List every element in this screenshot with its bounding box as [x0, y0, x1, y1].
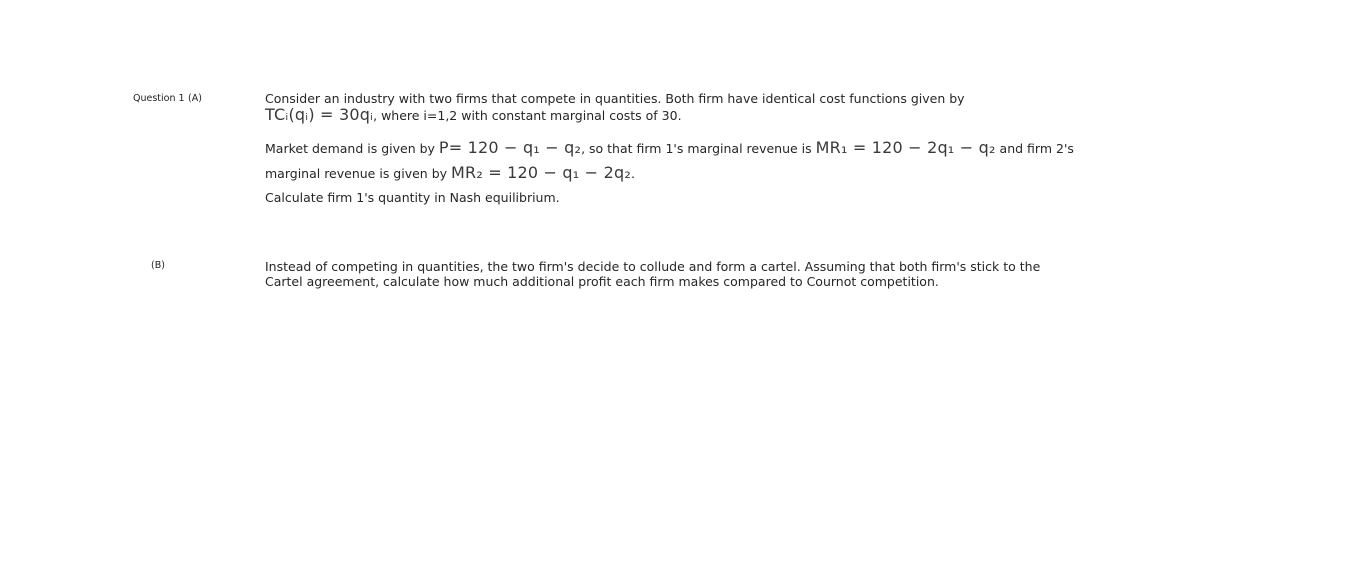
intro-line-2: [265, 107, 965, 124]
cost-function-equation: TCᵢ(qᵢ) = 30qᵢ: [265, 105, 374, 124]
demand-line-1: [265, 136, 1074, 161]
demand-equation: P= 120 − q₁ − q₂: [438, 138, 582, 157]
demand-line-2: [265, 161, 1074, 186]
part-a-demand: [265, 136, 1074, 186]
part-b-line-2: Cartel agreement, calculate how much additional profit each firm makes compared to Cournot competition.: [265, 274, 939, 289]
demand-tail-text: and firm 2's: [995, 141, 1074, 156]
part-a-question: Calculate firm 1's quantity in Nash equilibrium.: [265, 190, 560, 205]
question-number: Question 1: [133, 93, 185, 104]
cost-function-tail: , where i=1,2 with constant marginal costs of 30.: [373, 108, 682, 123]
part-b-line-1: Instead of competing in quantities, the two firm's decide to collude and form a cartel. Assuming that both firm's stick to the: [265, 259, 1041, 274]
mr1-equation: MR₁ = 120 − 2q₁ − q₂: [815, 138, 996, 157]
mr2-prefix: marginal revenue is given by: [265, 166, 451, 181]
part-b-label: (B): [151, 260, 165, 271]
part-a-label: (A): [188, 93, 202, 104]
mr2-equation: MR₂ = 120 − q₁ − 2q₂: [451, 163, 631, 182]
demand-prefix: Market demand is given by: [265, 141, 439, 156]
part-a-intro: [265, 91, 965, 124]
intro-line-1: Consider an industry with two firms that compete in quantities. Both firm have identical cost functions given by: [265, 91, 965, 106]
part-b-text: [265, 259, 1040, 289]
demand-mid-text: , so that firm 1's marginal revenue is: [581, 141, 816, 156]
mr2-tail: .: [630, 166, 635, 181]
